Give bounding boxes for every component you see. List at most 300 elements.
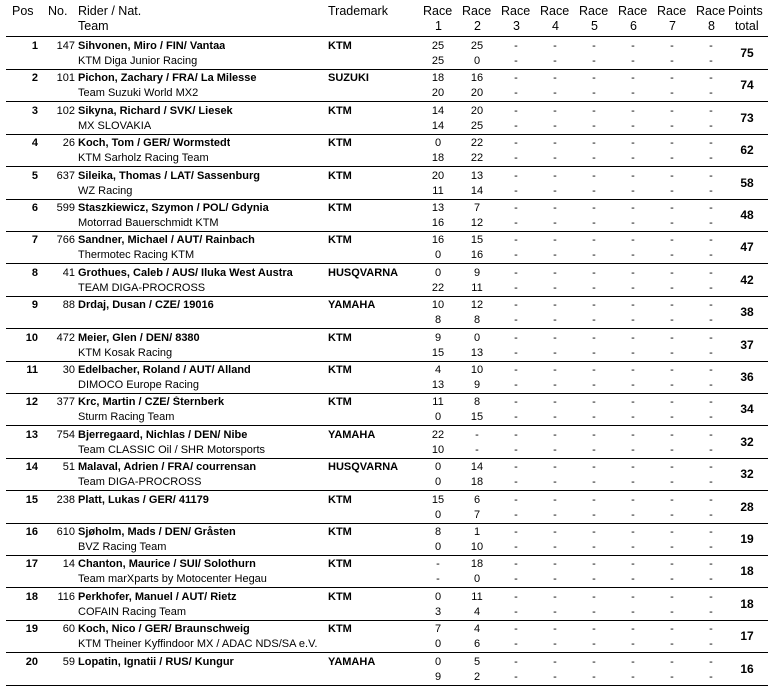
race-result: - [670, 541, 674, 553]
race-result: - [631, 428, 635, 441]
header-race-number: 7 [669, 19, 676, 33]
race-result: - [670, 428, 674, 441]
race-result: 20 [470, 87, 484, 100]
race-result: - [553, 184, 557, 197]
race-result: 4 [434, 364, 442, 376]
row-trademark: KTM [328, 558, 352, 571]
race-result: - [631, 314, 635, 327]
race-result: - [631, 476, 635, 489]
row-points-total: 42 [740, 272, 754, 287]
race-result: - [553, 104, 557, 117]
race-result: - [592, 266, 596, 279]
race-result: - [709, 623, 713, 636]
race-result: - [631, 508, 635, 521]
race-result: 6 [473, 638, 481, 651]
race-result: 13 [431, 202, 445, 214]
race-result: - [631, 104, 635, 117]
race-result: - [631, 234, 635, 247]
row-points-total: 17 [740, 629, 754, 644]
race-result: - [592, 331, 596, 344]
race-result: - [709, 87, 713, 100]
race-result: - [592, 396, 596, 409]
race-result: 10 [431, 443, 445, 456]
header-race-number: 8 [708, 19, 715, 33]
race-result: - [631, 670, 635, 683]
race-result: - [592, 379, 596, 391]
row-number: 60 [62, 623, 75, 636]
race-result: - [631, 137, 635, 150]
row-trademark: SUZUKI [328, 72, 369, 85]
race-result: - [592, 526, 596, 538]
race-result: - [514, 266, 518, 279]
race-result: - [514, 558, 518, 571]
race-result: - [631, 55, 635, 67]
row-trademark: YAMAHA [328, 299, 376, 312]
race-result: - [475, 428, 479, 441]
race-result: 0 [434, 411, 442, 424]
race-result: - [709, 152, 713, 165]
race-result: - [592, 428, 596, 441]
race-result: - [553, 281, 557, 294]
race-result: - [709, 217, 713, 229]
race-result: 16 [470, 249, 484, 262]
table-row [6, 361, 768, 394]
header-race-number: 4 [552, 19, 559, 33]
row-points-total: 19 [740, 532, 754, 546]
row-rider: Sjøholm, Mads / DEN/ Gråsten [78, 526, 236, 538]
race-result: - [631, 590, 635, 603]
race-result: 18 [431, 72, 445, 85]
row-number: 59 [62, 655, 75, 668]
row-pos: 13 [25, 428, 38, 441]
race-result: - [514, 605, 518, 618]
row-trademark: KTM [328, 364, 352, 376]
race-result: - [592, 299, 596, 312]
race-result: 12 [470, 217, 484, 229]
race-result: - [553, 119, 557, 132]
race-result: - [553, 558, 557, 571]
race-result: - [514, 152, 518, 165]
race-result: - [670, 72, 674, 85]
race-result: 9 [434, 331, 442, 344]
race-result: 7 [473, 202, 481, 214]
race-result: 12 [470, 299, 484, 312]
race-result: - [553, 638, 557, 651]
race-result: - [553, 72, 557, 85]
row-pos: 7 [31, 234, 38, 247]
race-result: 11 [471, 590, 483, 603]
race-result: - [514, 379, 518, 391]
race-result: - [709, 541, 713, 553]
race-result: - [670, 623, 674, 636]
row-rider: Sandner, Michael / AUT/ Rainbach [78, 234, 255, 247]
row-rider: Sikyna, Richard / SVK/ Liesek [78, 104, 233, 117]
race-result: - [631, 152, 635, 165]
race-result: - [670, 670, 674, 683]
race-result: - [709, 40, 713, 52]
row-trademark: KTM [328, 40, 352, 52]
race-result: - [631, 573, 635, 586]
race-result: - [514, 526, 518, 538]
race-result: 0 [434, 461, 442, 474]
header-pos: Pos [12, 4, 34, 18]
race-result: - [631, 493, 635, 506]
row-pos: 3 [31, 104, 38, 117]
race-result: - [631, 461, 635, 474]
table-row [6, 167, 768, 200]
row-points-total: 16 [740, 661, 754, 676]
race-result: 18 [470, 476, 484, 489]
race-result: - [514, 573, 518, 586]
race-result: - [592, 281, 596, 294]
row-trademark: KTM [328, 396, 352, 409]
race-result: - [709, 72, 713, 85]
race-result: - [631, 184, 635, 197]
race-result: 25 [470, 40, 484, 52]
race-result: - [553, 202, 557, 214]
race-result: - [709, 605, 713, 618]
row-points-total: 32 [740, 467, 754, 482]
race-result: - [553, 541, 557, 553]
race-result: - [592, 558, 596, 571]
race-result: 0 [434, 137, 442, 150]
race-result: - [553, 152, 557, 165]
race-result: 16 [431, 217, 445, 229]
race-result: - [709, 314, 713, 327]
race-result: 16 [431, 234, 445, 247]
header-race-label: Race [696, 4, 726, 18]
row-points-total: 74 [740, 78, 754, 93]
race-result: - [436, 558, 440, 571]
table-row [6, 458, 768, 491]
race-result: - [670, 364, 674, 376]
race-result: - [514, 104, 518, 117]
race-result: - [709, 493, 713, 506]
row-team: Thermotec Racing KTM [78, 249, 195, 262]
race-result: - [631, 72, 635, 85]
race-result: - [709, 249, 713, 262]
race-result: - [592, 443, 596, 456]
race-result: - [631, 249, 635, 262]
row-rider: Koch, Nico / GER/ Braunschweig [78, 623, 250, 636]
row-points-total: 47 [740, 240, 754, 255]
race-result: - [553, 364, 557, 376]
row-team: KTM Diga Junior Racing [78, 55, 198, 67]
race-result: - [670, 137, 674, 150]
row-team: COFAIN Racing Team [78, 605, 187, 618]
race-result: - [631, 87, 635, 100]
race-result: - [709, 119, 713, 132]
race-result: - [592, 169, 596, 182]
race-result: 9 [434, 670, 442, 683]
row-trademark: KTM [328, 234, 352, 247]
row-number: 88 [62, 299, 75, 312]
row-points-total: 48 [740, 208, 754, 222]
race-result: - [709, 104, 713, 117]
row-trademark: KTM [328, 623, 352, 636]
race-result: - [670, 558, 674, 571]
race-result: 20 [470, 104, 484, 117]
race-result: - [670, 573, 674, 586]
row-number: 238 [56, 493, 75, 506]
header-rider: Rider / Nat. [78, 4, 142, 18]
race-result: 25 [431, 55, 445, 67]
race-result: - [670, 281, 674, 294]
row-team: Team CLASSIC Oil / SHR Motorsports [78, 443, 266, 456]
race-result: 0 [434, 590, 442, 603]
race-result: - [592, 461, 596, 474]
race-result: - [553, 655, 557, 668]
race-result: - [592, 655, 596, 668]
race-result: - [514, 655, 518, 668]
race-result: - [436, 573, 440, 586]
table-row [6, 620, 768, 653]
header-points: Points [728, 4, 763, 18]
header-race-number: 3 [513, 19, 520, 33]
race-result: - [631, 411, 635, 424]
race-result: - [514, 314, 518, 327]
race-result: 0 [434, 655, 442, 668]
row-number: 147 [56, 40, 75, 52]
row-pos: 4 [31, 137, 38, 150]
row-points-total: 73 [740, 110, 754, 125]
row-team: BVZ Racing Team [78, 541, 167, 553]
race-result: - [709, 169, 713, 182]
race-result: - [553, 443, 557, 456]
race-result: - [631, 605, 635, 618]
race-result: 11 [471, 281, 483, 294]
table-row [6, 37, 768, 70]
row-pos: 19 [25, 623, 38, 636]
row-rider: Drdaj, Dusan / CZE/ 19016 [78, 299, 214, 312]
race-result: - [709, 638, 713, 651]
race-result: - [514, 137, 518, 150]
race-result: - [670, 655, 674, 668]
race-result: - [709, 461, 713, 474]
race-result: 15 [470, 411, 484, 424]
row-number: 102 [56, 104, 75, 117]
race-result: - [631, 217, 635, 229]
race-result: - [592, 508, 596, 521]
race-result: - [670, 184, 674, 197]
race-result: - [631, 655, 635, 668]
row-number: 30 [62, 364, 75, 376]
race-result: - [553, 476, 557, 489]
race-result: - [631, 379, 635, 391]
race-result: - [553, 526, 557, 538]
table-row [6, 264, 768, 297]
row-pos: 1 [31, 40, 38, 52]
race-result: - [631, 119, 635, 132]
header-trademark: Trademark [328, 4, 388, 18]
race-result: - [514, 55, 518, 67]
race-result: - [592, 152, 596, 165]
race-result: - [553, 605, 557, 618]
race-result: - [709, 234, 713, 247]
race-result: - [514, 217, 518, 229]
row-rider: Edelbacher, Roland / AUT/ Alland [78, 364, 251, 376]
race-result: - [709, 526, 713, 538]
header-race-label: Race [501, 4, 531, 18]
race-result: - [514, 508, 518, 521]
race-result: - [631, 299, 635, 312]
race-result: - [631, 541, 635, 553]
race-result: - [514, 638, 518, 651]
row-pos: 5 [31, 169, 38, 182]
race-result: 14 [431, 119, 445, 132]
row-rider: Malaval, Adrien / FRA/ courrensan [78, 461, 257, 474]
race-result: - [670, 638, 674, 651]
race-result: - [514, 670, 518, 683]
race-result: 10 [470, 364, 484, 376]
row-trademark: KTM [328, 331, 352, 344]
race-result: - [709, 266, 713, 279]
race-result: - [592, 623, 596, 636]
row-points-total: 75 [740, 46, 754, 60]
race-result: - [670, 508, 674, 521]
race-result: 3 [434, 605, 442, 618]
row-number: 26 [62, 137, 75, 150]
race-result: 8 [434, 314, 442, 327]
row-points-total: 36 [740, 370, 754, 384]
race-result: 14 [470, 461, 484, 474]
race-result: - [514, 476, 518, 489]
row-pos: 12 [25, 396, 38, 409]
row-pos: 14 [25, 461, 38, 474]
race-result: - [553, 508, 557, 521]
row-rider: Pichon, Zachary / FRA/ La Milesse [78, 72, 257, 85]
race-result: - [670, 169, 674, 182]
row-number: 377 [56, 396, 75, 409]
table-row [6, 329, 768, 362]
race-result: 8 [473, 314, 481, 327]
row-team: WZ Racing [78, 184, 133, 197]
row-trademark: HUSQVARNA [328, 461, 399, 474]
race-result: 7 [434, 623, 442, 636]
race-result: - [631, 202, 635, 214]
header-race-number: 5 [591, 19, 598, 33]
race-result: 4 [473, 623, 481, 636]
race-result: - [592, 249, 596, 262]
table-row [6, 491, 768, 524]
row-number: 41 [62, 266, 75, 279]
race-result: 13 [431, 379, 445, 391]
header-race-label: Race [540, 4, 570, 18]
row-rider: Perkhofer, Manuel / AUT/ Rietz [78, 590, 237, 603]
race-result: 22 [431, 281, 445, 294]
row-team: KTM Kosak Racing [78, 346, 173, 359]
race-result: - [592, 346, 596, 359]
race-result: - [514, 169, 518, 182]
race-result: - [670, 40, 674, 52]
race-result: - [631, 396, 635, 409]
race-result: - [553, 249, 557, 262]
race-result: - [553, 314, 557, 327]
race-result: 11 [432, 396, 444, 409]
header-race-label: Race [423, 4, 453, 18]
header-race-label: Race [462, 4, 492, 18]
race-result: - [592, 119, 596, 132]
table-row [6, 653, 768, 686]
row-team: DIMOCO Europe Racing [78, 379, 200, 391]
race-result: - [553, 346, 557, 359]
table-row [6, 134, 768, 167]
race-result: - [709, 281, 713, 294]
race-result: - [631, 623, 635, 636]
race-result: - [670, 411, 674, 424]
row-points-total: 32 [740, 434, 754, 449]
row-number: 637 [56, 169, 75, 182]
race-result: 8 [473, 396, 481, 409]
race-result: - [670, 314, 674, 327]
race-result: - [553, 411, 557, 424]
race-result: - [553, 331, 557, 344]
race-result: 14 [431, 104, 445, 117]
race-result: - [553, 40, 557, 52]
race-result: - [709, 443, 713, 456]
race-result: 25 [431, 40, 445, 52]
race-result: 22 [470, 137, 484, 150]
race-result: 9 [473, 266, 481, 279]
race-result: - [670, 590, 674, 603]
header-race-label: Race [579, 4, 609, 18]
race-result: 8 [434, 526, 442, 538]
race-result: - [514, 461, 518, 474]
race-result: - [631, 266, 635, 279]
race-result: 15 [470, 234, 484, 247]
row-trademark: YAMAHA [328, 428, 376, 441]
header-race-number: 2 [474, 19, 481, 33]
race-result: 20 [431, 87, 445, 100]
row-pos: 15 [25, 493, 38, 506]
race-result: - [670, 266, 674, 279]
row-number: 14 [62, 558, 75, 571]
table-row [6, 102, 768, 135]
race-result: - [592, 541, 596, 553]
row-rider: Bjerregaard, Nichlas / DEN/ Nibe [78, 428, 248, 441]
race-result: - [514, 234, 518, 247]
race-result: 0 [434, 266, 442, 279]
row-trademark: KTM [328, 202, 352, 214]
race-result: - [553, 299, 557, 312]
race-result: 15 [431, 346, 445, 359]
race-result: - [709, 55, 713, 67]
row-team: TEAM DIGA-PROCROSS [78, 281, 206, 294]
row-points-total: 58 [740, 175, 754, 190]
row-points-total: 34 [740, 402, 754, 417]
row-trademark: HUSQVARNA [328, 266, 399, 279]
row-rider: Lopatin, Ignatii / RUS/ Kungur [78, 655, 234, 668]
row-rider: Staszkiewicz, Szymon / POL/ Gdynia [78, 202, 269, 214]
header-team: Team [78, 19, 109, 33]
row-number: 754 [56, 428, 75, 441]
race-result: - [592, 184, 596, 197]
race-result: 16 [470, 72, 484, 85]
row-rider: Sileika, Thomas / LAT/ Sassenburg [78, 169, 260, 182]
race-result: - [670, 299, 674, 312]
race-result: 9 [473, 379, 481, 391]
row-rider: Krc, Martin / CZE/ Šternberk [78, 396, 225, 409]
race-result: 0 [473, 331, 481, 344]
header-race-label: Race [618, 4, 648, 18]
race-result: - [709, 202, 713, 214]
row-number: 51 [62, 461, 75, 474]
row-pos: 10 [25, 331, 38, 344]
row-number: 116 [57, 590, 75, 603]
race-result: - [631, 526, 635, 538]
race-result: - [592, 104, 596, 117]
row-rider: Chanton, Maurice / SUI/ Solothurn [78, 558, 256, 571]
